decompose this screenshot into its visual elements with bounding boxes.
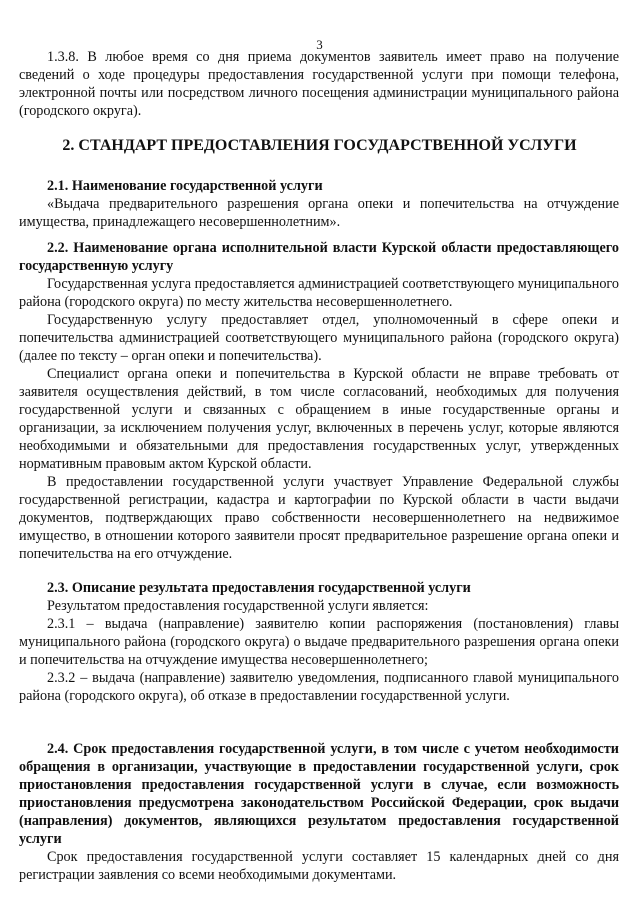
paragraph-1-3-8: 1.3.8. В любое время со дня приема документов заявитель имеет право на получение сведений о ходе процедуры предоставления государственной услуги при помощи телефона, электронной почты или посредством личного посещения администрации муниципального района (городского округа).: [19, 49, 619, 119]
heading-2-2: 2.2. Наименование органа исполнительной власти Курской области предоставляющего государственную услугу: [19, 240, 619, 274]
paragraph-2-2-a: Государственная услуга предоставляется администрацией соответствующего муниципального района (городского округа) по месту жительства несовершеннолетнего.: [19, 276, 619, 310]
paragraph-2-4: Срок предоставления государственной услуги составляет 15 календарных дней со дня регистрации заявления со всеми необходимыми документами.: [19, 849, 619, 883]
page-number: 3: [316, 37, 323, 52]
paragraph-2-2-c: Специалист органа опеки и попечительства в Курской области не вправе требовать от заявителя осуществления действий, в том числе согласований, необходимых для получения государственной услуги и связанных с обращением в иные государственные органы и организации, за исключением получения услуг, включенных в перечень услуг, которые являются необходимыми и обязательными для предоставления государственных услуг, утвержденных нормативным правовым актом Курской области.: [19, 366, 619, 472]
paragraph-2-3-2: 2.3.2 – выдача (направление) заявителю уведомления, подписанного главой муниципального района (городского округа), об отказе в предоставлении государственной услуги.: [19, 670, 619, 704]
paragraph-2-2-d: В предоставлении государственной услуги участвует Управление Федеральной службы государственной регистрации, кадастра и картографии по Курской области в части выдачи документов, подтверждающих право собственности несовершеннолетнего на недвижимое имущество, в отношении которого заявители просят предварительное разрешение органа опеки и попечительства на его отчуждение.: [19, 474, 619, 562]
paragraph-2-1: «Выдача предварительного разрешения органа опеки и попечительства на отчуждение имущества, принадлежащего несовершеннолетним».: [19, 196, 619, 230]
section-title: 2. СТАНДАРТ ПРЕДОСТАВЛЕНИЯ ГОСУДАРСТВЕННОЙ УСЛУГИ: [62, 137, 577, 154]
paragraph-2-2-b: Государственную услугу предоставляет отдел, уполномоченный в сфере опеки и попечительства администрацией соответствующего муниципального района (городского округа) (далее по тексту – орган опеки и попечительства).: [19, 312, 619, 364]
paragraph-2-3-1: 2.3.1 – выдача (направление) заявителю копии распоряжения (постановления) главы муниципального района (городского округа) о выдаче предварительного разрешения органа опеки и попечительства на отчуждение имущества несовершеннолетнего;: [19, 616, 619, 668]
heading-2-4: 2.4. Срок предоставления государственной услуги, в том числе с учетом необходимости обращения в организации, участвующие в предоставлении государственной услуги, срок приостановления предоставления государственной услуги в случае, если возможность приостановления предусмотрена законодательством Российской Федерации, срок выдачи (направления) документов, являющихся результатом предоставления государственной услуги: [19, 741, 619, 847]
paragraph-2-3: Результатом предоставления государственной услуги является:: [47, 598, 429, 614]
heading-2-3: 2.3. Описание результата предоставления государственной услуги: [47, 580, 471, 596]
heading-2-1: 2.1. Наименование государственной услуги: [47, 178, 323, 194]
